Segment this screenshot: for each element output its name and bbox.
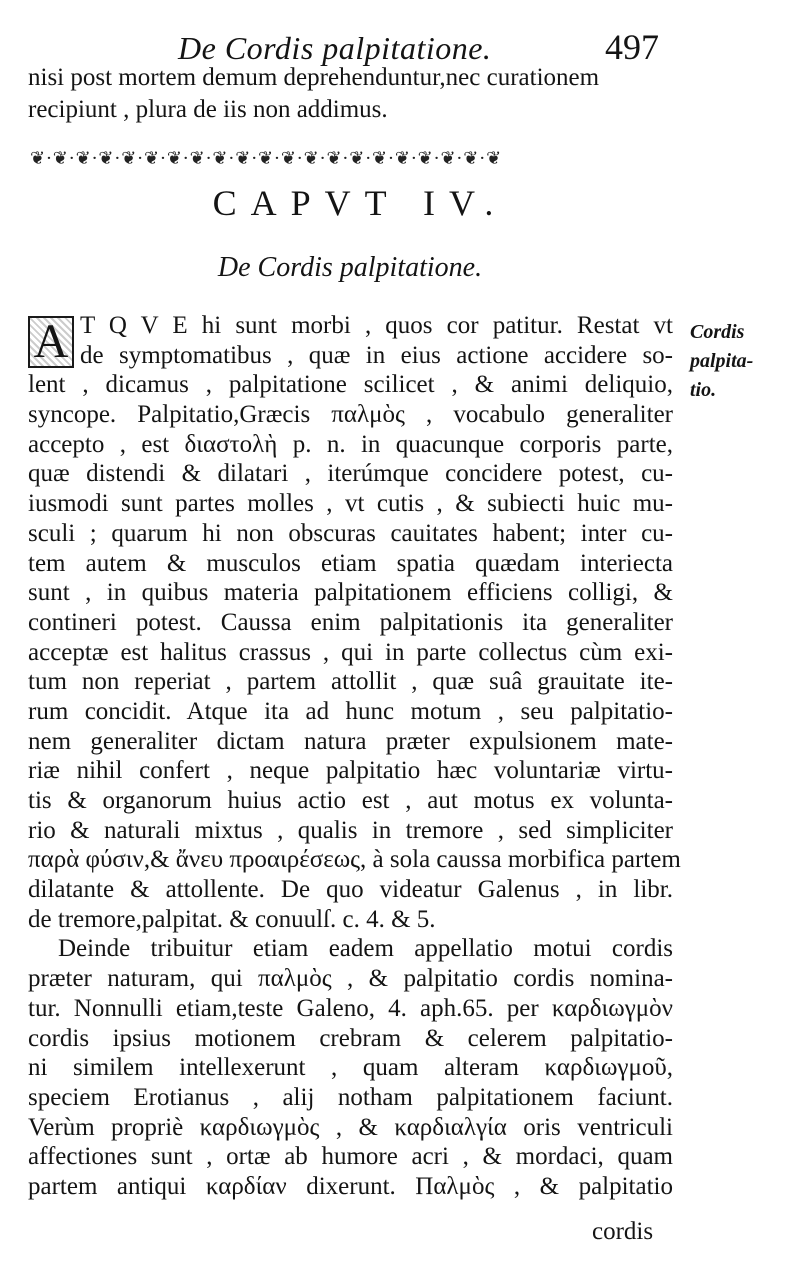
text-line: contineri potest. Caussa enim palpitationis ita generaliter [28, 608, 673, 636]
text-line: Verùm propriè καρδιωγμὸς , & καρδιαλγία oris ventriculi [28, 1113, 673, 1141]
text-line: tur. Nonnulli etiam,teste Galeno, 4. aph.65. per καρδιωγμὸν [28, 994, 673, 1022]
chapter-heading: CAPVT IV. [212, 183, 508, 223]
text-line: tum non reperiat , partem attollit , quæ suâ grauitate ite- [28, 668, 673, 696]
text-line: tis & organorum huius actio est , aut motus ex volunta- [28, 787, 673, 814]
ornament-band: ❦·❦·❦·❦·❦·❦·❦·❦·❦·❦·❦·❦·❦·❦·❦·❦·❦·❦·❦·❦·❦ [30, 148, 503, 169]
margin-note-line: palpita- [690, 350, 754, 372]
text-line: iusmodi sunt partes molles , vt cutis , & subiecti huic mu- [28, 490, 673, 518]
text-line: dilatante & attollente. De quo videatur Galenus , in libr. [28, 876, 673, 904]
chapter-subtitle: De Cordis palpitatione. [217, 252, 483, 283]
text-line: nisi post mortem demum deprehenduntur,nec curationem [28, 64, 600, 91]
text-line: recipiunt , plura de iis non addimus. [28, 96, 388, 123]
margin-note-line: Cordis [690, 321, 745, 343]
running-head-title: De Cordis palpitatione. [178, 30, 492, 66]
text-line: de tremore,palpitat. & conuulſ. c. 4. & 5. [28, 905, 436, 933]
text-line: lent , dicamus , palpitatione scilicet , & animi deliquio, [28, 371, 673, 399]
text-line: παρὰ φύσιν,& ἄνευ προαιρέσεως, à sola caussa morbifica partem [28, 846, 681, 874]
drop-cap: A [28, 316, 74, 368]
text-line: tem autem & musculos etiam spatia quædam interiecta [28, 549, 673, 577]
text-line: riæ nihil confert , neque palpitatio hæc voluntariæ virtu- [28, 757, 673, 785]
text-line: rio & naturali mixtus , qualis in tremore , sed simpliciter [28, 816, 673, 844]
text-line: acceptæ est halitus crassus , qui in parte collectus cùm exi- [28, 638, 673, 666]
margin-note [690, 318, 800, 405]
text-line: ni similem intellexerunt , quam alteram καρδιωγμοῦ, [28, 1054, 673, 1082]
chapter-body [28, 311, 681, 1202]
text-line: nem generaliter dictam natura præter expulsionem mate- [28, 727, 673, 755]
carryover-paragraph [28, 62, 678, 126]
text-line: accepto , est διαστολὴ p. n. in quacunque corporis parte, [28, 430, 673, 458]
text-line: cordis ipsius motionem crebram & celerem palpitatio- [28, 1024, 673, 1052]
text-line: quæ distendi & dilatari , iterúmque concidere potest, cu- [28, 460, 673, 488]
text-line: T Q V E hi sunt morbi , quos cor patitur. Restat vt [80, 312, 673, 339]
text-line: sunt , in quibus materia palpitationem efficiens colligi, & [28, 579, 673, 607]
text-line: partem antiqui καρδίαν dixerunt. Παλμὸς , & palpitatio [28, 1172, 673, 1200]
catchword: cordis [592, 1218, 654, 1245]
margin-note-line: tio. [690, 379, 717, 401]
text-line: sculi ; quarum hi non obscuras cauitates habent; inter cu- [28, 519, 673, 547]
text-line: rum concidit. Atque ita ad hunc motum , seu palpitatio- [28, 697, 673, 725]
page-number: 497 [605, 27, 659, 67]
text-line: præter naturam, qui παλμὸς , & palpitatio cordis nomina- [28, 965, 673, 993]
text-line: speciem Erotianus , alij notham palpitationem faciunt. [28, 1083, 673, 1111]
text-line: syncope. Palpitatio,Græcis παλμὸς , vocabulo generaliter [28, 401, 673, 429]
text-line: Deinde tribuitur etiam eadem appellatio motui cordis [58, 935, 673, 963]
text-line: affectiones sunt , ortæ ab humore acri , & mordaci, quam [28, 1143, 673, 1171]
text-line: de symptomatibus , quæ in eius actione accidere so- [80, 341, 673, 369]
